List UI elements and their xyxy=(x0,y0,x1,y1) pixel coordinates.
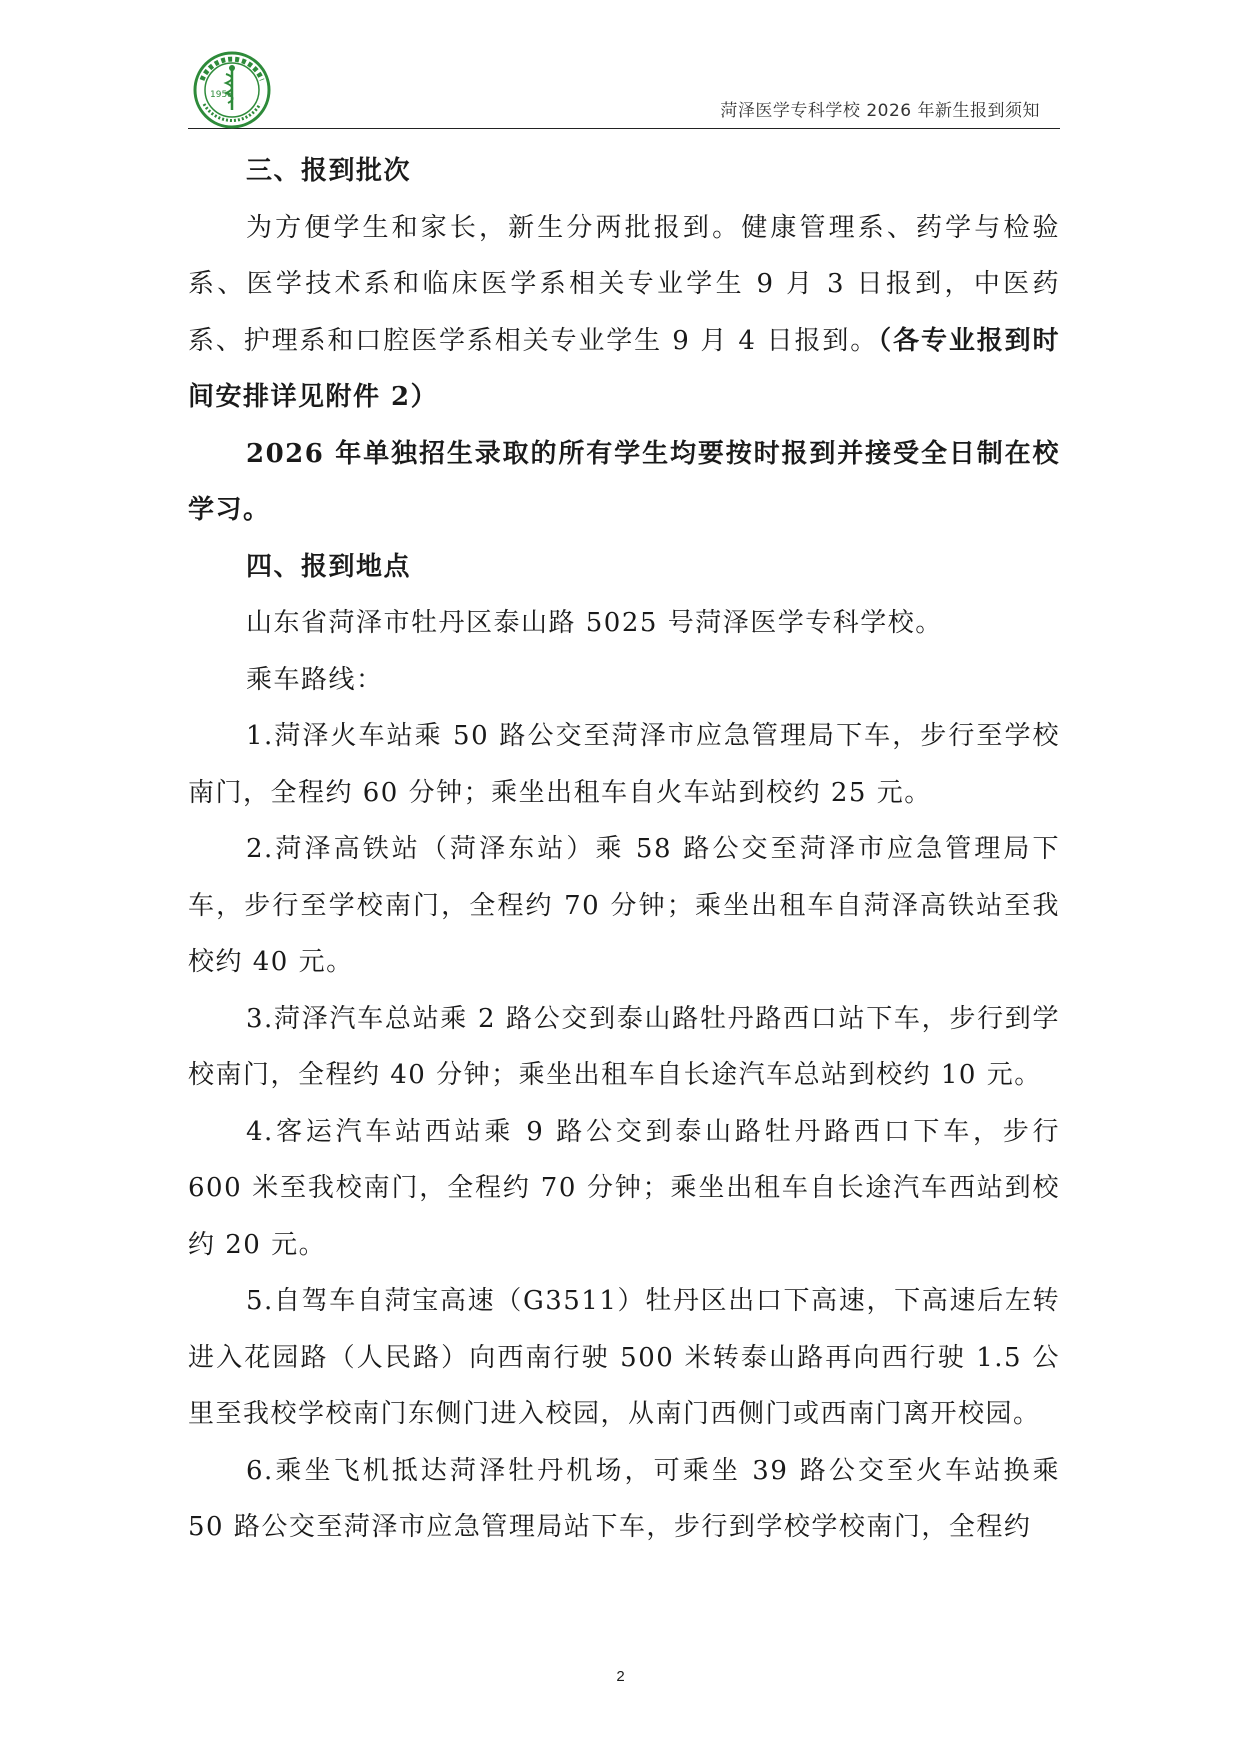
route-item-6: 6.乘坐飞机抵达菏泽牡丹机场，可乘坐 39 路公交至火车站换乘 50 路公交至菏泽市应急管理局站下车，步行到学校学校南门，全程约 xyxy=(188,1455,1060,1542)
logo-year: 1958 xyxy=(210,90,233,100)
section-4-heading: 四、报到地点 xyxy=(246,551,412,582)
section-3-paragraph-1-text: 为方便学生和家长，新生分两批报到。健康管理系、药学与检验系、医学技术系和临床医学系相关专业学生 9 月 3 日报到，中医药系、护理系和口腔医学系相关专业学生 9 月 4 日报到。 xyxy=(188,212,1060,356)
route-item-1: 1.菏泽火车站乘 50 路公交至菏泽市应急管理局下车，步行至学校南门，全程约 60 分钟；乘坐出租车自火车站到校约 25 元。 xyxy=(188,721,1060,808)
page-header xyxy=(188,50,1060,129)
route-item-3: 3.菏泽汽车总站乘 2 路公交到泰山路牡丹路西口站下车，步行到学校南门，全程约 40 分钟；乘坐出租车自长途汽车总站到校约 10 元。 xyxy=(188,1003,1060,1090)
route-item-2: 2.菏泽高铁站（菏泽东站）乘 58 路公交至菏泽市应急管理局下车，步行至学校南门，全程约 70 分钟；乘坐出租车自菏泽高铁站至我校约 40 元。 xyxy=(188,834,1060,977)
route-label: 乘车路线： xyxy=(246,664,384,695)
section-4-address: 山东省菏泽市牡丹区泰山路 5025 号菏泽医学专科学校。 xyxy=(246,608,943,638)
section-3-heading: 三、报到批次 xyxy=(246,156,412,186)
page-number: 2 xyxy=(616,1668,625,1685)
section-3-paragraph-1-bold: （各专业报到时间安排详见附件 2） xyxy=(188,325,1060,412)
route-item-5: 5.自驾车自菏宝高速（G3511）牡丹区出口下高速，下高速后左转进入花园路（人民路）向西南行驶 500 米转泰山路再向西行驶 1.5 公里至我校学校南门东侧门进入校园，从南门西侧门或西南门离开校园。 xyxy=(188,1286,1060,1429)
section-3-paragraph-1 xyxy=(188,200,1060,426)
document-body xyxy=(188,143,1060,1556)
route-item-4: 4.客运汽车站西站乘 9 路公交到泰山路牡丹路西口下车，步行 600 米至我校南门，全程约 70 分钟；乘坐出租车自长途汽车西站到校约 20 元。 xyxy=(188,1116,1060,1260)
header-title: 菏泽医学专科学校 2026 年新生报到须知 xyxy=(720,101,1040,121)
college-logo-icon xyxy=(188,50,280,130)
section-3-paragraph-2: 2026 年单独招生录取的所有学生均要按时报到并接受全日制在校学习。 xyxy=(188,438,1060,525)
